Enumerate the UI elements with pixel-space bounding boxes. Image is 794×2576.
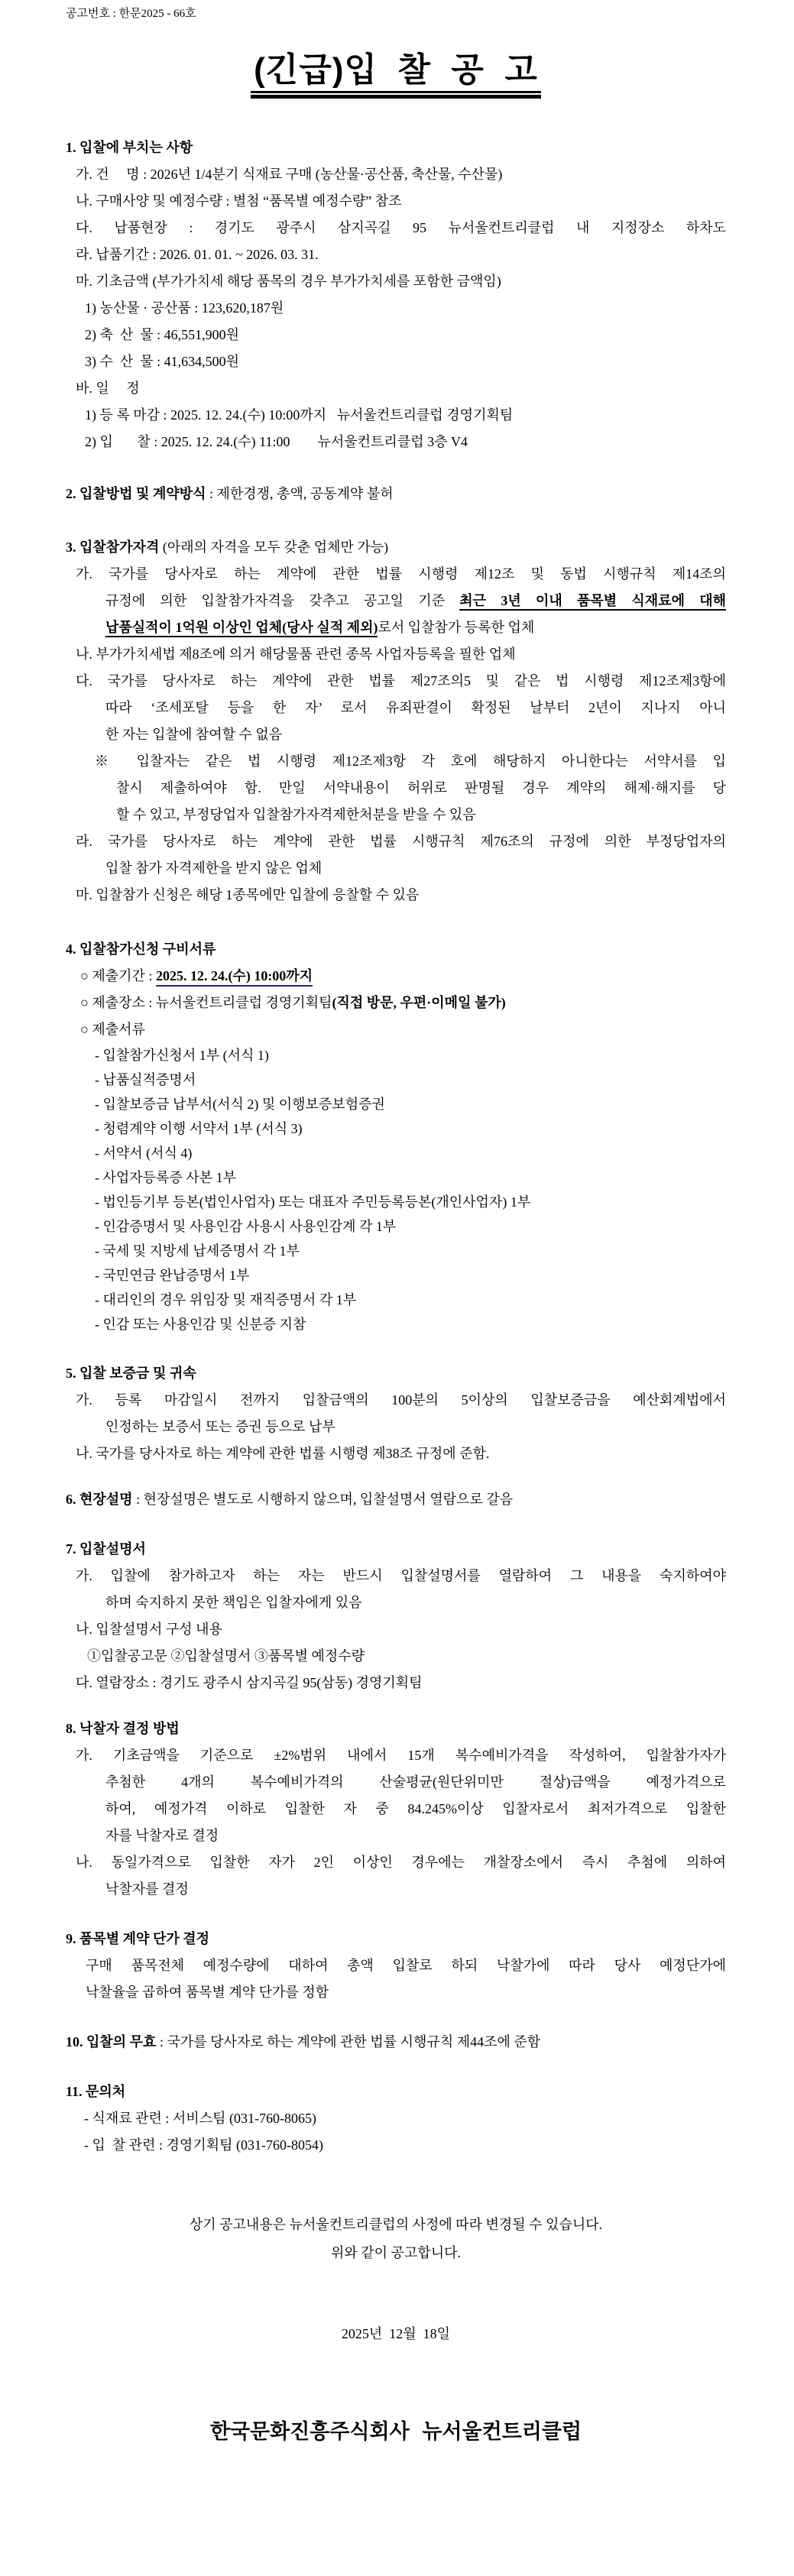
doc-item: - 입찰참가신청서 1부 (서식 1): [95, 1048, 269, 1063]
section-6-text: : 현장설명은 별도로 시행하지 않으며, 입찰설명서 열람으로 갈음: [132, 1492, 514, 1507]
eligibility-ma-line: 마. 입찰참가 신청은 해당 1종목에만 입찰에 응찰할 수 있음: [76, 887, 420, 902]
submission-place-label: ○ 제출장소 : 뉴서울컨트리클럽 경영기획팀: [80, 995, 332, 1010]
amount-livestock-line: 2) 축 산 물 : 46,551,900원: [85, 327, 240, 342]
submission-place-restriction: (직접 방문, 우편·이메일 불가): [332, 995, 506, 1010]
submission-docs-label: ○ 제출서류: [80, 1022, 145, 1037]
section-7-heading: 7. 입찰설명서: [66, 1541, 146, 1557]
doc-item: - 국세 및 지방세 납세증명서 각 1부: [95, 1243, 300, 1259]
section-1-bid-items: [66, 134, 726, 455]
section-2-heading: 2. 입찰방법 및 계약방식: [66, 486, 206, 501]
eligibility-ga-line-3-emph: 납품실적이 1억원 이상인 업체(당사 실적 제외): [105, 620, 378, 637]
amount-agricultural-line: 1) 농산물 · 공산품 : 123,620,187원: [85, 300, 284, 316]
registration-deadline-line: 1) 등 록 마감 : 2025. 12. 24.(수) 10:00까지 뉴서울컨트리클럽 경영기획팀: [85, 407, 514, 423]
doc-item: - 법인등기부 등본(법인사업자) 또는 대표자 주민등록등본(개인사업자) 1부: [95, 1194, 531, 1210]
announcement-line: 위와 같이 공고합니다.: [331, 2245, 461, 2260]
eligibility-ga-line-3-plain: 로서 입찰참가 등록한 업체: [378, 620, 535, 635]
award-ga-line-3: 하여, 예정가격 이하로 입찰한 자 중 84.245%이상 입찰자로서 최저가격으로 입찰한: [105, 1801, 726, 1816]
section-11-contacts: [66, 2079, 726, 2159]
section-6-heading: 6. 현장설명: [66, 1492, 133, 1507]
section-10-line: [66, 2029, 726, 2056]
section-7-bid-specification: [66, 1536, 726, 1696]
section-11-heading: 11. 문의처: [66, 2084, 126, 2099]
title-block: [66, 52, 726, 105]
spec-ga-line-1: 가. 입찰에 참가하고자 하는 자는 반드시 입찰설명서를 열람하여 그 내용을 숙지하여야: [76, 1568, 726, 1583]
section-2-bid-method: [66, 481, 726, 507]
deposit-na-line: 나. 국가를 당사자로 하는 계약에 관한 법률 시행령 제38조 규정에 준함.: [76, 1446, 490, 1461]
section-3-heading: 3. 입찰참가자격: [66, 540, 160, 555]
closing-notes: [66, 2211, 726, 2267]
doc-item: - 국민연금 완납증명서 1부: [95, 1268, 250, 1283]
section-3-eligibility: [66, 534, 726, 909]
schedule-label-line: 바. 일 정: [76, 381, 140, 396]
project-name-line: 가. 건 명 : 2026년 1/4분기 식재료 구매 (농산물·공산품, 축산물, 수산물): [76, 167, 503, 182]
submission-period-label: ○ 제출기간 :: [80, 968, 156, 983]
doc-item: - 서약서 (서식 4): [95, 1145, 193, 1161]
deposit-ga-line-1: 가. 등록 마감일시 전까지 입찰금액의 100분의 5이상의 입찰보증금을 예산회계법에서: [76, 1392, 726, 1408]
doc-item: - 청렴계약 이행 서약서 1부 (서식 3): [95, 1121, 303, 1136]
submission-place-line: [66, 990, 726, 1016]
eligibility-ga-line-2: [66, 588, 726, 614]
section-4-required-documents: [66, 936, 726, 1337]
contact-food-line: - 식재료 관련 : 서비스팀 (031-760-8065): [84, 2111, 316, 2126]
change-notice-line: 상기 공고내용은 뉴서울컨트리클럽의 사정에 따라 변경될 수 있습니다.: [189, 2217, 603, 2232]
doc-item: - 인감증명서 및 사용인감 사용시 사용인감계 각 1부: [95, 1219, 397, 1234]
section-3-heading-line: [66, 534, 726, 561]
eligibility-da-line-3: 한 자는 입찰에 참여할 수 없음: [105, 727, 283, 742]
section-6-site-briefing: [66, 1486, 726, 1513]
amount-fishery-line: 3) 수 산 물 : 41,634,500원: [85, 354, 240, 369]
doc-item: - 대리인의 경우 위임장 및 재직증명서 각 1부: [95, 1292, 357, 1307]
section-9-unit-price: [66, 1926, 726, 2006]
award-na-line-2: 낙찰자를 결정: [105, 1881, 189, 1897]
spec-viewing-place-line: 다. 열람장소 : 경기도 광주시 삼지곡길 95(삼동) 경영기획팀: [76, 1675, 423, 1690]
doc-item: - 납품실적증명서: [95, 1072, 196, 1087]
eligibility-na-line: 나. 부가가치세법 제8조에 의거 해당물품 관련 종목 사업자등록을 필한 업체: [76, 646, 516, 662]
eligibility-ra-line-1: 라. 국가를 당사자로 하는 계약에 관한 법률 시행규칙 제76조의 규정에 의한 부정당업자의: [76, 834, 726, 849]
section-10-heading: 10. 입찰의 무효: [66, 2034, 157, 2049]
section-10-invalid-bids: [66, 2029, 726, 2056]
announcement-date: 2025년 12월 18일: [341, 2326, 451, 2341]
section-6-line: [66, 1486, 726, 1513]
section-4-heading: 4. 입찰참가신청 구비서류: [66, 941, 216, 957]
eligibility-ga-line-2-plain: 규정에 의한 입찰참가자격을 갖추고 공고일 기준: [105, 593, 460, 608]
section-5-heading: 5. 입찰 보증금 및 귀속: [66, 1366, 196, 1381]
doc-item: - 입찰보증금 납부서(서식 2) 및 이행보증보험증권: [95, 1097, 385, 1112]
eligibility-da-line-1: 다. 국가를 당사자로 하는 계약에 관한 법률 제27조의5 및 같은 법 시행령 제12조제3항에: [76, 673, 726, 689]
section-9-heading: 9. 품목별 계약 단가 결정: [66, 1931, 209, 1946]
bid-datetime-line: 2) 입 찰 : 2025. 12. 24.(수) 11:00 뉴서울컨트리클럽 3층 V4: [85, 434, 468, 449]
eligibility-remark-line-3: 할 수 있고, 부정당업자 입찰참가자격제한처분을 받을 수 있음: [116, 807, 476, 822]
section-8-award-method: [66, 1716, 726, 1903]
eligibility-remark-line-2: 찰시 제출하여야 함. 만일 서약내용이 허위로 판명될 경우 계약의 해제·해지를 당: [116, 780, 726, 795]
base-amount-line: 마. 기초금액 (부가가치세 해당 품목의 경우 부가가치세를 포함한 금액임): [76, 274, 501, 289]
unit-price-line-1: 구매 품목전체 예정수량에 대하여 총액 입찰로 하되 낙찰가에 따라 당사 예정단가에: [86, 1958, 726, 1973]
eligibility-ga-line-3: [66, 614, 726, 641]
award-ga-line-4: 자를 낙찰자로 결정: [105, 1828, 219, 1843]
submission-period-value: 2025. 12. 24.(수) 10:00까지: [156, 968, 313, 987]
eligibility-da-line-2: 따라 ‘조세포탈 등을 한 자’ 로서 유죄판결이 확정된 날부터 2년이 지나지 아니: [105, 700, 726, 715]
doc-item: - 사업자등록증 사본 1부: [95, 1170, 236, 1185]
award-ga-line-2: 추첨한 4개의 복수예비가격의 산술평균(원단위미만 절상)금액을 예정가격으로: [105, 1774, 726, 1790]
notice-number: 공고번호 : 한문2025 - 66호: [66, 8, 196, 20]
eligibility-ra-line-2: 입찰 참가 자격제한을 받지 않은 업체: [105, 860, 322, 876]
delivery-site-line: 다. 납품현장 : 경기도 광주시 삼지곡길 95 뉴서울컨트리클럽 내 지정장소 하차도: [76, 220, 726, 235]
contact-bid-line: - 입 찰 관련 : 경영기획팀 (031-760-8054): [84, 2137, 323, 2153]
spec-contents-line: ①입찰공고문 ②입찰설명서 ③품목별 예정수량: [87, 1648, 365, 1664]
section-5-bid-deposit: [66, 1360, 726, 1467]
purchase-spec-line: 나. 구매사양 및 예정수량 : 별첨 “품목별 예정수량” 참조: [76, 193, 402, 209]
eligibility-ga-line-1: 가. 국가를 당사자로 하는 계약에 관한 법률 시행령 제12조 및 동법 시행규칙 제14조의: [76, 566, 726, 582]
doc-item: - 인감 또는 사용인감 및 신분증 지참: [95, 1317, 306, 1332]
deposit-ga-line-2: 인정하는 보증서 또는 증권 등으로 납부: [105, 1419, 335, 1434]
section-10-text: : 국가를 당사자로 하는 계약에 관한 법률 시행규칙 제44조에 준함: [156, 2034, 541, 2049]
page-title: (긴급)입 찰 공 고: [251, 52, 541, 93]
spec-ga-line-2: 하며 숙지하지 못한 책임은 입찰자에게 있음: [105, 1595, 362, 1610]
spec-na-line: 나. 입찰설명서 구성 내용: [76, 1622, 222, 1637]
eligibility-ga-line-2-emph: 최근 3년 이내 품목별 식재료에 대해: [459, 593, 726, 611]
section-2-line: [66, 481, 726, 507]
delivery-period-line: 라. 납품기간 : 2026. 01. 01. ~ 2026. 03. 31.: [76, 247, 319, 262]
section-3-heading-note: (아래의 자격을 모두 갖춘 업체만 가능): [159, 540, 389, 555]
submission-period-line: [66, 963, 726, 990]
section-8-heading: 8. 낙찰자 결정 방법: [66, 1721, 180, 1736]
section-1-heading: 1. 입찰에 부치는 사항: [66, 140, 193, 155]
eligibility-remark-line-1: ※ 입찰자는 같은 법 시행령 제12조제3항 각 호에 해당하지 아니한다는 서약서를 입: [95, 753, 726, 769]
award-ga-line-1: 가. 기초금액을 기준으로 ±2%범위 내에서 15개 복수예비가격을 작성하여, 입찰참가자가: [76, 1748, 726, 1763]
unit-price-line-2: 낙찰율을 곱하여 품목별 계약 단가를 정함: [86, 1985, 329, 2000]
award-na-line-1: 나. 동일가격으로 입찰한 자가 2인 이상인 경우에는 개찰장소에서 즉시 추첨에 의하여: [76, 1855, 726, 1870]
company-name: 한국문화진흥주식회사 뉴서울컨트리클럽: [209, 2420, 582, 2443]
section-2-text: : 제한경쟁, 총액, 공동계약 불허: [206, 486, 394, 501]
